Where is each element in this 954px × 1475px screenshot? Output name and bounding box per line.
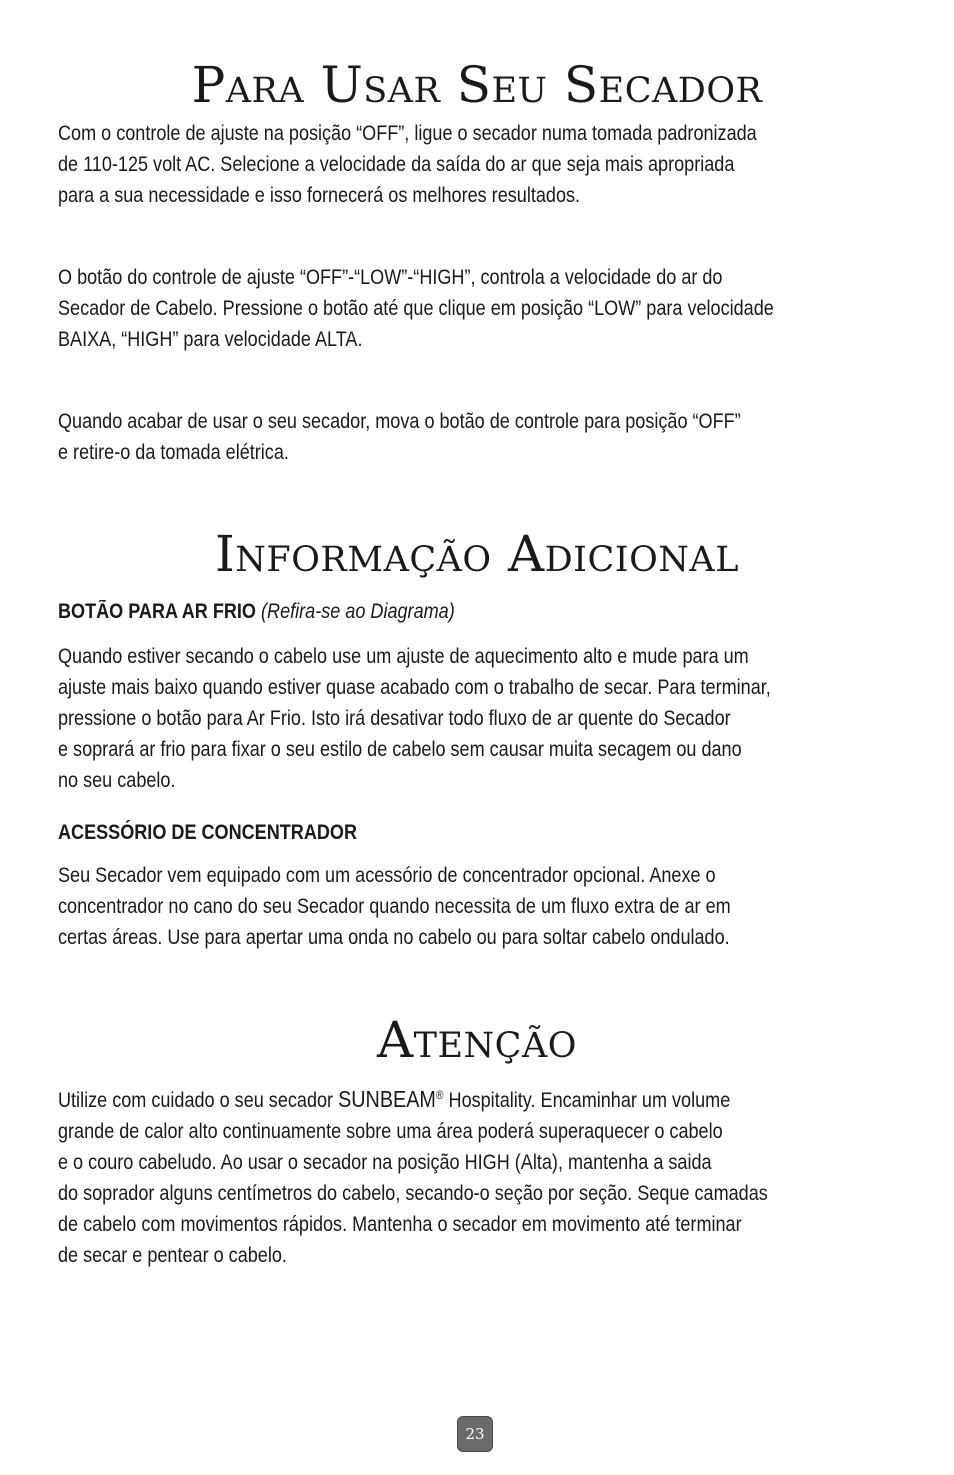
text-line (58, 1084, 894, 1116)
text-line: O botão do controle de ajuste “OFF”-“LOW”-“HIGH”, controla a velocidade do ar do (58, 266, 723, 289)
text-line: de secar e pentear o cabelo. (58, 1244, 287, 1267)
text-line: de 110-125 volt AC. Selecione a velocidade da saída do ar que seja mais apropriada (58, 153, 735, 176)
text-line: Quando estiver secando o cabelo use um ajuste de aquecimento alto e mude para um (58, 645, 749, 668)
text-line: e o couro cabeludo. Ao usar o secador na posição HIGH (Alta), mantenha a saida (58, 1151, 712, 1174)
registered-mark: ® (435, 1088, 444, 1102)
text-line: pressione o botão para Ar Frio. Isto irá desativar todo fluxo de ar quente do Secador (58, 707, 731, 730)
text-fragment: Utilize com cuidado o seu secador (58, 1089, 339, 1112)
section-title-atencao: Atenção (377, 1011, 577, 1069)
paragraph-botao-ar-frio (58, 641, 894, 796)
subheading-acessorio (58, 819, 357, 847)
text-line: Quando acabar de usar o seu secador, mova o botão de controle para posição “OFF” (58, 410, 741, 433)
brand-name: SUNBEAM (338, 1086, 436, 1112)
subheading-text: ACESSÓRIO DE CONCENTRADOR (58, 821, 358, 844)
text-line: no seu cabelo. (58, 769, 176, 792)
text-line: e soprará ar frio para fixar o seu estilo de cabelo sem causar muita secagem ou dano (58, 738, 742, 761)
text-line: ajuste mais baixo quando estiver quase acabado com o trabalho de secar. Para terminar, (58, 676, 771, 699)
text-line: de cabelo com movimentos rápidos. Mantenha o secador em movimento até terminar (58, 1213, 742, 1236)
subheading-botao-ar-frio (58, 598, 455, 626)
paragraph-atencao (58, 1084, 894, 1271)
text-line: grande de calor alto continuamente sobre uma área poderá superaquecer o cabelo (58, 1120, 723, 1143)
diagram-reference: (Refira-se ao Diagrama) (261, 600, 455, 623)
section-title-informacao: Informação Adicional (215, 525, 739, 583)
paragraph-acessorio (58, 860, 894, 953)
section-title-usar: Para Usar Seu Secador (191, 56, 763, 114)
text-line: do soprador alguns centímetros do cabelo, secando-o seção por seção. Seque camadas (58, 1182, 768, 1205)
text-line: Seu Secador vem equipado com um acessório de concentrador opcional. Anexe o (58, 864, 716, 887)
paragraph-usar-1 (58, 118, 894, 211)
paragraph-usar-3 (58, 406, 894, 468)
text-line: para a sua necessidade e isso fornecerá os melhores resultados. (58, 184, 581, 207)
page-number-badge: 23 (457, 1416, 493, 1452)
paragraph-usar-2 (58, 262, 894, 355)
text-line: Secador de Cabelo. Pressione o botão até que clique em posição “LOW” para velocidade (58, 297, 774, 320)
text-line: e retire-o da tomada elétrica. (58, 441, 289, 464)
text-fragment: Hospitality. Encaminhar um volume (443, 1089, 731, 1112)
text-line: BAIXA, “HIGH” para velocidade ALTA. (58, 328, 363, 351)
text-line: concentrador no cano do seu Secador quando necessita de um fluxo extra de ar em (58, 895, 731, 918)
text-line: Com o controle de ajuste na posição “OFF”, ligue o secador numa tomada padronizada (58, 122, 757, 145)
text-line: certas áreas. Use para apertar uma onda no cabelo ou para soltar cabelo ondulado. (58, 926, 730, 949)
subheading-text: BOTÃO PARA AR FRIO (58, 600, 256, 623)
